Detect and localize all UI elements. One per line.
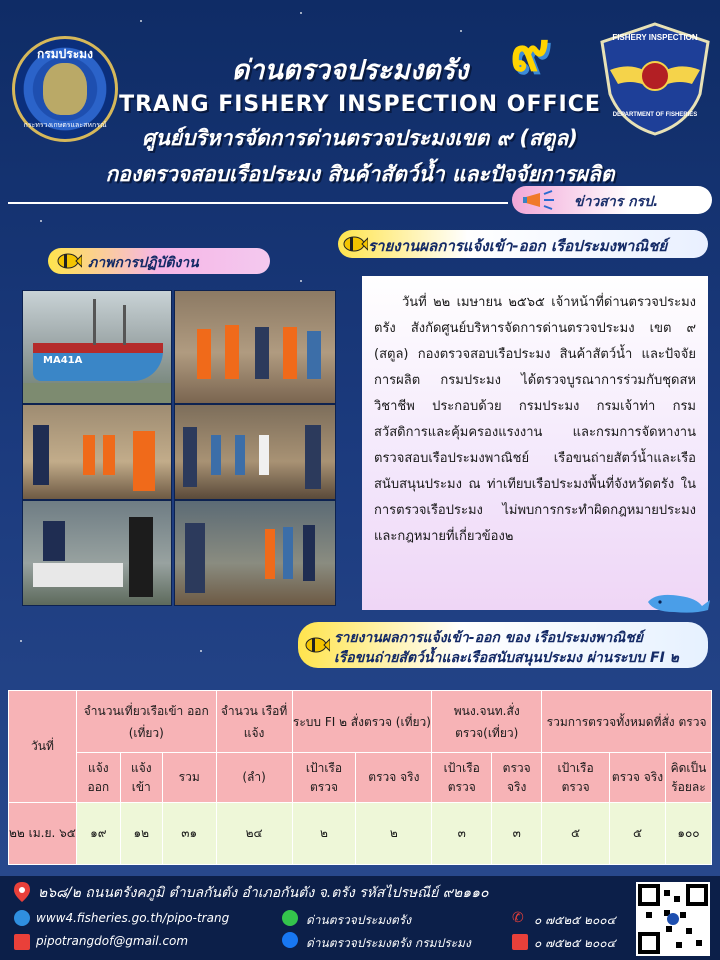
subheader-cell: เป้าเรือ ตรวจ	[542, 753, 610, 803]
table-cell: ๒	[356, 803, 432, 865]
photo-section-label	[48, 248, 270, 274]
star-decoration	[40, 220, 42, 222]
fishery-inspection-logo	[596, 20, 714, 138]
fax-icon	[512, 934, 528, 950]
subheader-cell: เป้าเรือ ตรวจ	[432, 753, 492, 803]
subheader-cell: ตรวจ จริง	[356, 753, 432, 803]
logo-left-bottom-text: กระทรวงเกษตรและสหกรณ์	[23, 121, 107, 129]
photo-crew-briefing	[22, 404, 172, 500]
table-cell: ๑๙	[76, 803, 120, 865]
header-divider	[8, 202, 508, 204]
seal-emblem-icon	[43, 63, 87, 115]
header-vessels: จำนวน เรือที่แจ้ง	[216, 691, 292, 753]
logo-left-top-text: กรมประมง	[37, 47, 93, 61]
fi2-section-title-line1: รายงานผลการแจ้งเข้า-ออก ของ เรือประมงพาณิชย์	[334, 630, 643, 646]
office-title-thai: ด่านตรวจประมงตรัง	[231, 55, 469, 86]
subheader-cell: คิดเป็น ร้อยละ	[665, 753, 711, 803]
line-account-text[interactable]: ด่านตรวจประมงตรัง	[306, 913, 412, 927]
fish-icon	[304, 636, 330, 654]
location-pin-icon	[14, 882, 30, 902]
table-cell: ๑๐๐	[665, 803, 711, 865]
phone-number[interactable]: ๐ ๗๕๒๕ ๒๐๐๔	[534, 913, 616, 927]
photo-fishing-boat	[22, 290, 172, 404]
fax-number: ๐ ๗๕๒๕ ๒๐๐๔	[534, 936, 616, 950]
table-cell: ๑๒	[120, 803, 162, 865]
subheader-cell: เป้าเรือ ตรวจ	[292, 753, 356, 803]
table-cell: ๒๔	[216, 803, 292, 865]
address-text: ๒๖๘/๒ ถนนตรังคภูมิ ตำบลกันตัง อำเภอกันตัง จ.ตรัง รหัสไปรษณีย์ ๙๒๑๑๐	[38, 885, 489, 901]
division-subtitle: กองตรวจสอบเรือประมง สินค้าสัตว์น้ำ และปัจจัยการผลิต	[105, 162, 615, 186]
table-cell: ๕	[542, 803, 610, 865]
star-decoration	[300, 280, 302, 282]
table-row	[9, 803, 712, 865]
fi2-section-title-line2: เรือขนถ่ายสัตว์น้ำและเรือสนับสนุนประมง ผ่านระบบ FI ๒	[334, 650, 679, 666]
subheader-cell: แจ้ง เข้า	[120, 753, 162, 803]
subheader-cell: ตรวจ จริง	[610, 753, 666, 803]
table-cell: ๓	[432, 803, 492, 865]
whale-icon	[644, 588, 714, 616]
photo-crew-lineup	[174, 404, 336, 500]
logo-right-bottom-text: DEPARTMENT OF FISHERIES	[612, 112, 698, 118]
line-app-icon	[282, 910, 298, 926]
qr-code-icon[interactable]	[636, 882, 710, 956]
website-link[interactable]: www4.fisheries.go.th/pipo-trang	[36, 911, 230, 925]
office-title-english: TRANG FISHERY INSPECTION OFFICE	[119, 92, 601, 117]
subheader-cell: รวม	[162, 753, 216, 803]
photo-section-title: ภาพการปฏิบัติงาน	[88, 255, 199, 271]
subheader-cell: แจ้ง ออก	[76, 753, 120, 803]
header-trips: จำนวนเที่ยวเรือเข้า ออก (เที่ยว)	[76, 691, 216, 753]
contact-footer	[0, 876, 720, 960]
report-text-box	[362, 276, 708, 610]
header-date: วันที่	[9, 691, 77, 803]
fi2-section-label	[298, 622, 708, 668]
report-section-title: รายงานผลการแจ้งเข้า-ออก เรือประมงพาณิชย์	[368, 237, 668, 255]
email-icon	[14, 934, 30, 950]
megaphone-icon	[522, 190, 560, 210]
fish-icon	[342, 235, 368, 253]
star-decoration	[20, 640, 22, 642]
news-label-text: ข่าวสาร กรป.	[574, 194, 659, 210]
table-cell: ๓๑	[162, 803, 216, 865]
table-cell: ๓	[492, 803, 542, 865]
boat-registration-text: MA41A	[43, 355, 83, 366]
facebook-page-text[interactable]: ด่านตรวจประมงตรัง กรมประมง	[306, 936, 471, 950]
star-decoration	[300, 12, 302, 14]
photo-inspection-team	[174, 290, 336, 404]
facebook-icon	[282, 932, 298, 948]
row-date: ๒๒ เม.ย. ๖๕	[9, 803, 77, 865]
center-subtitle: ศูนย์บริหารจัดการด่านตรวจประมงเขต ๙ (สตูล)	[142, 126, 578, 150]
email-link[interactable]: pipotrangdof@gmail.com	[36, 934, 189, 948]
logo-right-top-text: FISHERY INSPECTION	[612, 33, 698, 42]
table-cell: ๕	[610, 803, 666, 865]
photo-document-check	[22, 500, 172, 606]
report-body-text: วันที่ ๒๒ เมษายน ๒๕๖๕ เจ้าหน้าที่ด่านตรวจประมงตรัง สังกัดศูนย์บริหารจัดการด่านตรวจประมง เขต ๙ (สตูล) กองตรวจสอบเรือประมง สินค้าสัตว์น้ำ และปัจจัยการผลิต กรมประมง ได้ตรวจบูรณาการร่วมกับชุดสหวิชาชีพ ประกอบด้วย กรมประมง กรมเจ้าท่า กรมสวัสดิการและคุ้มครองแรงงาน และกรมการจัดหางาน ตรวจสอบเรือประมงพาณิชย์ เรือขนถ่ายสัตว์น้ำและเรือสนับสนุนประมง ณ ท่าเทียบเรือประมงพื้นที่จังหวัดตรัง ในการตรวจเรือประมง ไม่พบการกระทำผิดกฎหมายประมงและกฎหมายที่เกี่ยวข้อง๒	[374, 295, 696, 544]
photo-crew-inspection	[174, 500, 336, 606]
header-total: รวมการตรวจทั้งหมดที่สั่ง ตรวจ	[542, 691, 712, 753]
header-fi2: ระบบ FI ๒ สั่งตรวจ (เที่ยว)	[292, 691, 432, 753]
globe-icon	[14, 910, 30, 926]
star-decoration	[140, 20, 142, 22]
zone-number-badge: ๙	[510, 19, 550, 83]
news-label-pill	[512, 186, 712, 214]
fish-icon	[56, 252, 82, 270]
star-decoration	[460, 30, 462, 32]
report-section-label	[338, 230, 708, 258]
header-officer-ordered: พนง.จนท.สั่ง ตรวจ(เที่ยว)	[432, 691, 542, 753]
star-decoration	[200, 650, 202, 652]
table-cell: ๒	[292, 803, 356, 865]
phone-icon: ✆	[512, 910, 524, 926]
subheader-cell: (ลำ)	[216, 753, 292, 803]
subheader-cell: ตรวจ จริง	[492, 753, 542, 803]
inspection-summary-table	[8, 690, 712, 865]
